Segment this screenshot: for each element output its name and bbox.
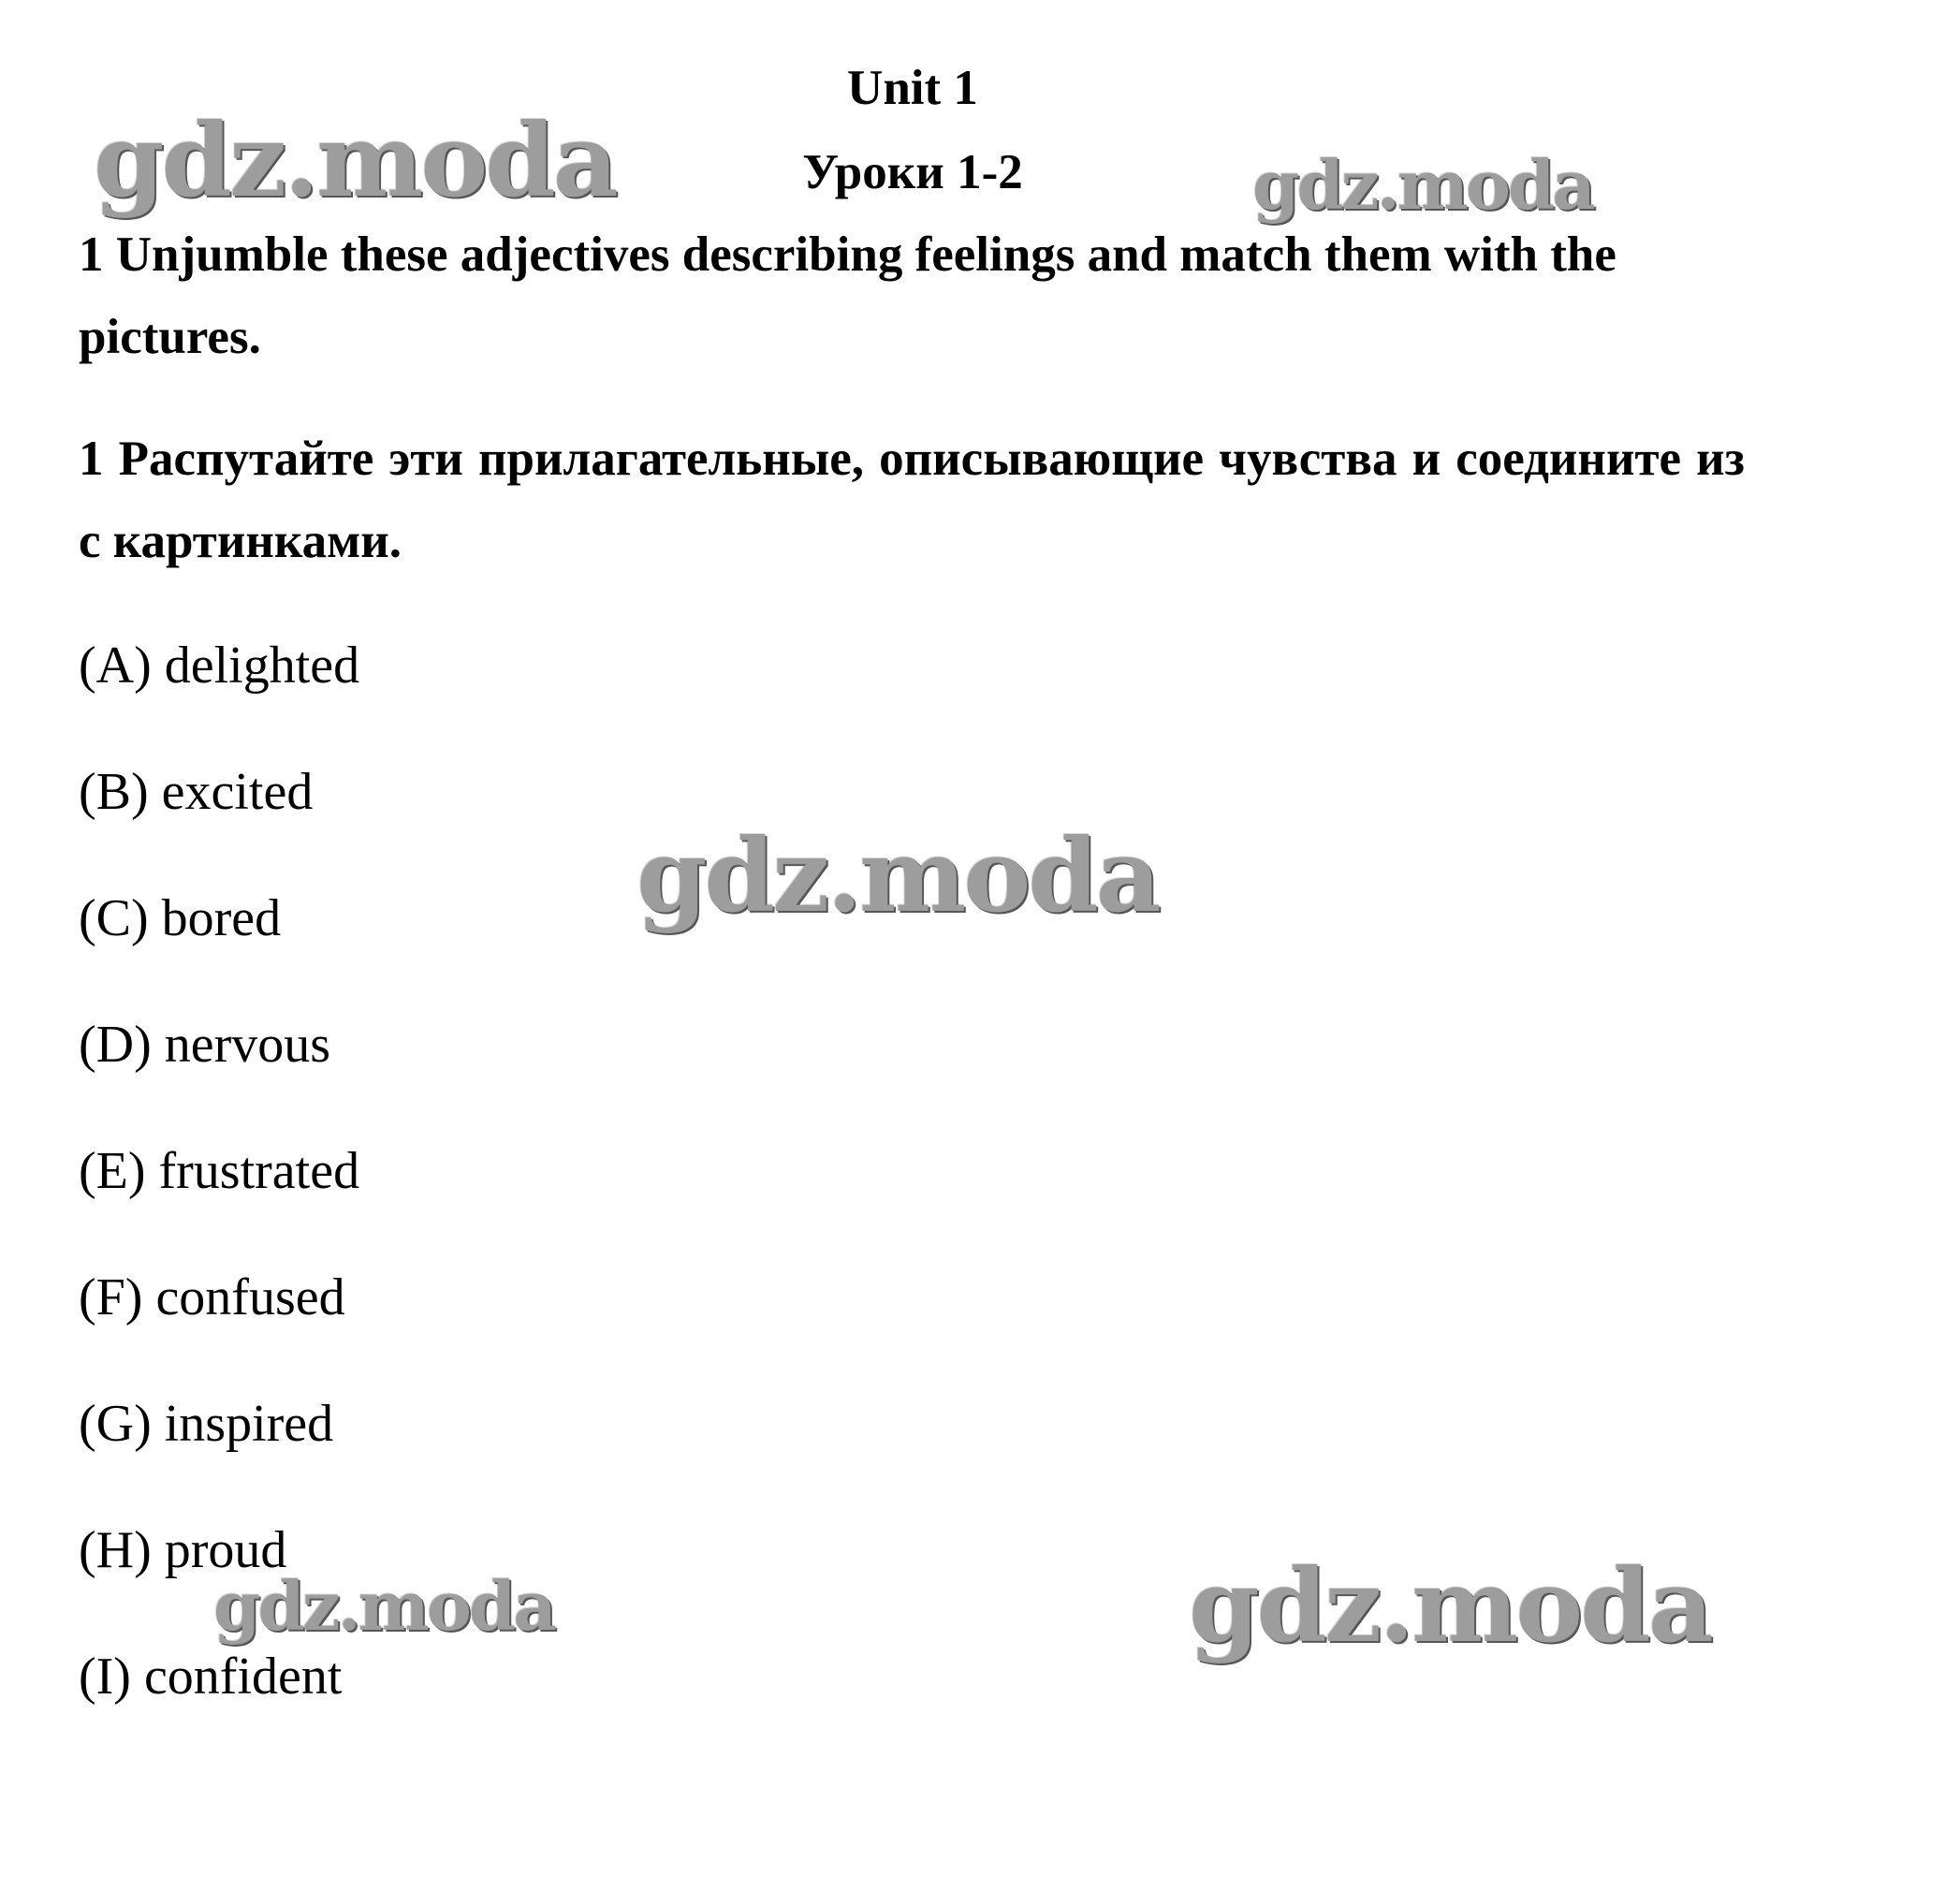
adjective-option-g: (G) inspired [79, 1395, 334, 1453]
watermark: gdz.moda [213, 1566, 554, 1646]
adjective-option-b: (B) excited [79, 763, 314, 821]
adjective-option-f: (F) confused [79, 1268, 345, 1326]
watermark: gdz.moda [1189, 1547, 1711, 1665]
watermark: gdz.moda [636, 817, 1159, 935]
task-instruction-english: 1 Unjumble these adjectives describing feelings and match them with the pictures. [79, 227, 1616, 364]
watermark: gdz.moda [1252, 145, 1593, 225]
adjective-option-i: (I) confident [79, 1648, 343, 1706]
unit-title: Unit 1 [847, 61, 978, 115]
adjective-option-h: (H) proud [79, 1521, 287, 1579]
lesson-title: Уроки 1-2 [802, 145, 1023, 199]
watermark: gdz.moda [94, 102, 616, 220]
adjective-option-c: (C) bored [79, 889, 282, 947]
task-instruction-russian: 1 Распутайте эти прилагательные, описывающие чувства и соедините из с картинками. [79, 432, 1745, 568]
adjective-option-e: (E) frustrated [79, 1142, 360, 1200]
adjective-option-d: (D) nervous [79, 1016, 331, 1074]
adjective-option-a: (A) delighted [79, 637, 360, 695]
